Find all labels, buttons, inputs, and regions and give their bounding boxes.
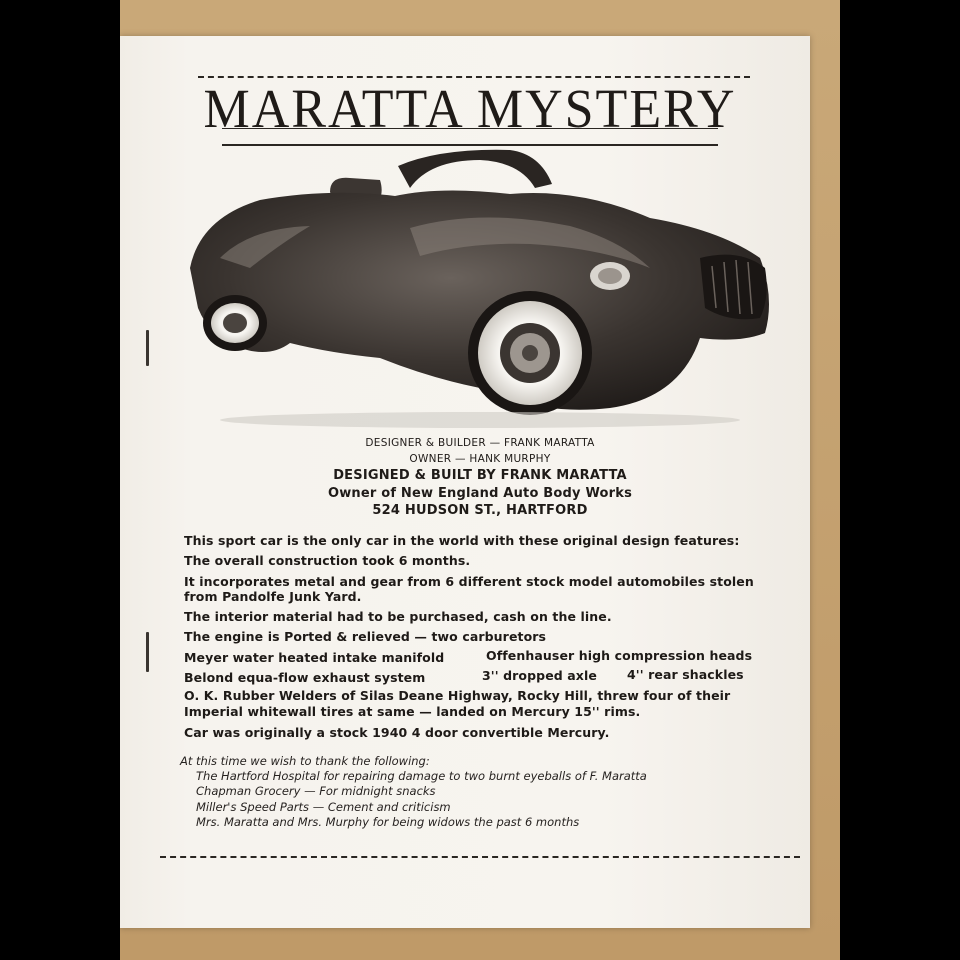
binding-staple-bottom: [146, 632, 149, 672]
page-title: MARATTA MYSTERY: [203, 79, 737, 140]
thanks-item: Chapman Grocery — For midnight snacks: [196, 784, 436, 798]
feature-construction: The overall construction took 6 months.: [184, 553, 471, 568]
feature-shackles: 4'' rear shackles: [627, 667, 744, 682]
feature-axle: 3'' dropped axle: [482, 668, 597, 683]
business-credit: Owner of New England Auto Body Works: [327, 486, 633, 501]
binding-staple-top: [146, 330, 149, 366]
title-underline-thin: [222, 128, 718, 129]
feature-tires-line1: O. K. Rubber Welders of Silas Deane Highway, Rocky Hill, threw four of their: [184, 688, 731, 703]
feature-tires-line2: Imperial whitewall tires at same — landed on Mercury 15'' rims.: [184, 704, 641, 719]
feature-interior: The interior material had to be purchased, cash on the line.: [184, 609, 612, 624]
feature-engine: The engine is Ported & relieved — two carburetors: [184, 629, 547, 644]
car-photo-icon: [180, 148, 780, 433]
feature-metal-line1: It incorporates metal and gear from 6 different stock model automobiles stolen: [184, 574, 754, 589]
thanks-item: Miller's Speed Parts — Cement and criticism: [196, 800, 451, 814]
designer-credit: DESIGNER & BUILDER — FRANK MARATTA: [365, 437, 595, 449]
features-intro: This sport car is the only car in the world with these original design features:: [184, 533, 740, 548]
feature-origin: Car was originally a stock 1940 4 door convertible Mercury.: [184, 725, 610, 740]
thanks-item: Mrs. Maratta and Mrs. Murphy for being widows the past 6 months: [196, 815, 580, 829]
feature-metal-line2: from Pandolfe Junk Yard.: [184, 589, 362, 604]
thanks-intro: At this time we wish to thank the following:: [180, 754, 430, 768]
thanks-item: The Hartford Hospital for repairing damage to two burnt eyeballs of F. Maratta: [196, 769, 647, 783]
feature-heads: Offenhauser high compression heads: [486, 648, 753, 663]
feature-manifold: Meyer water heated intake manifold: [184, 650, 445, 665]
feature-exhaust: Belond equa-flow exhaust system: [184, 670, 426, 685]
title-underline-thick: [222, 144, 718, 146]
owner-credit: OWNER — HANK MURPHY: [409, 453, 551, 465]
bottom-dashed-rule: [160, 856, 800, 858]
address-credit: 524 HUDSON ST., HARTFORD: [372, 503, 588, 518]
designed-built-credit: DESIGNED & BUILT BY FRANK MARATTA: [333, 468, 627, 483]
